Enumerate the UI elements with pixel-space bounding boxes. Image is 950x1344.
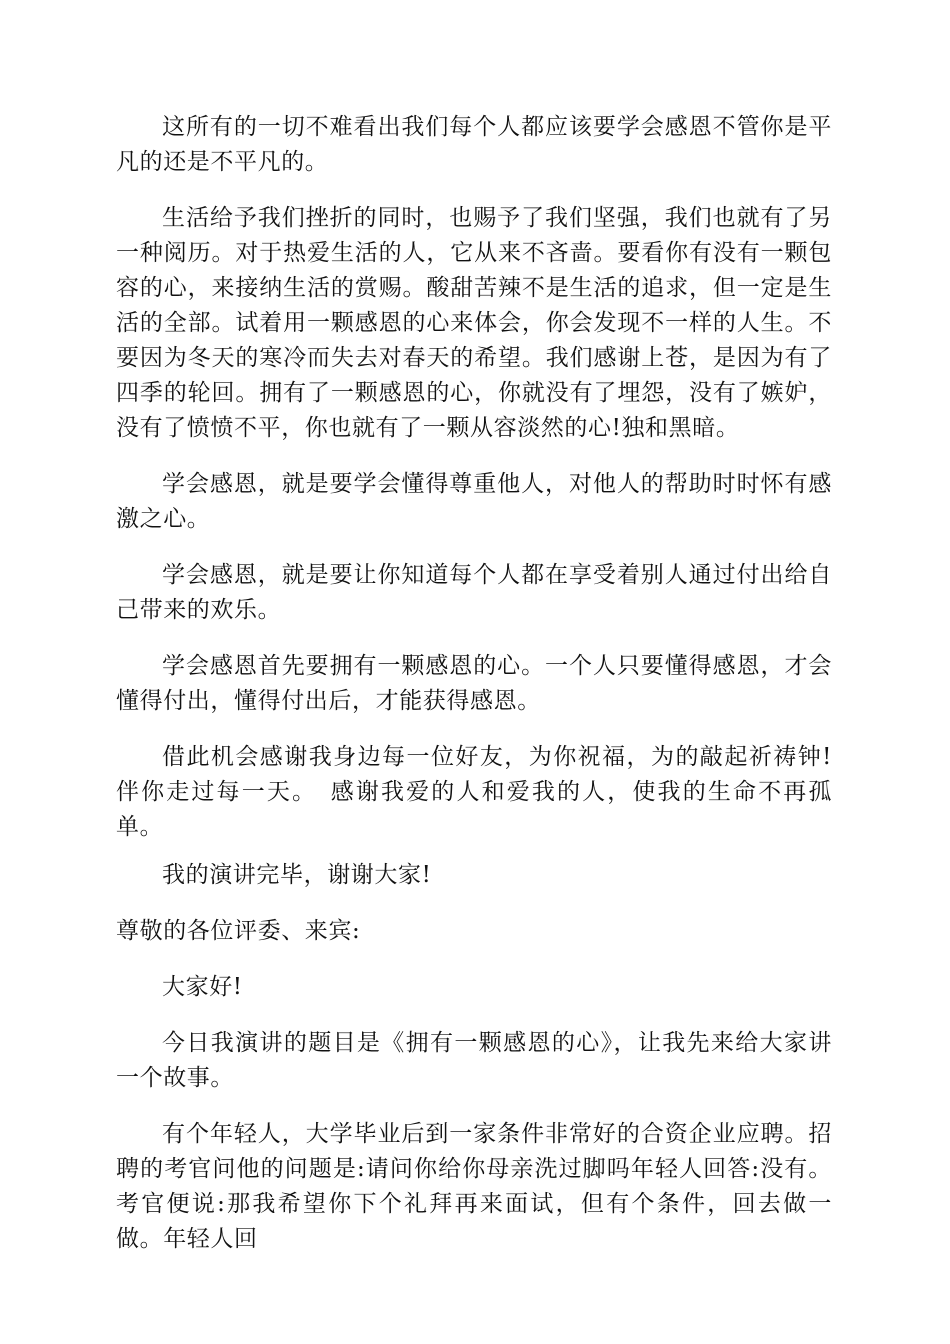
- paragraph-thanks-friends: 借此机会感谢我身边每一位好友，为你祝福，为的敲起祈祷钟!伴你走过每一天。 感谢我爱的人和爱我的人，使我的生命不再孤单。: [116, 744, 832, 840]
- paragraph-life-gifts: 生活给予我们挫折的同时，也赐予了我们坚强，我们也就有了另一种阅历。对于热爱生活的人，它从来不吝啬。要看你有没有一颗包容的心，来接纳生活的赏赐。酸甜苦辣不是生活的追求，但一定是生活的全部。试着用一颗感恩的心来体会，你会发现不一样的人生。不要因为冬天的寒冷而失去对春天的希望。我们感谢上苍，是因为有了四季的轮回。拥有了一颗感恩的心，你就没有了埋怨，没有了嫉妒，没有了愤愤不平，你也就有了一颗从容淡然的心!独和黑暗。: [116, 205, 832, 441]
- paragraph-grateful-heart: 学会感恩首先要拥有一颗感恩的心。一个人只要懂得感恩，才会懂得付出，懂得付出后，才能获得感恩。: [116, 653, 832, 714]
- document-body: [116, 110, 832, 1278]
- paragraph-enjoy-others-effort: 学会感恩，就是要让你知道每个人都在享受着别人通过付出给自己带来的欢乐。: [116, 562, 832, 623]
- paragraph-speech-end: 我的演讲完毕，谢谢大家!: [162, 862, 432, 888]
- paragraph-speech-topic: 今日我演讲的题目是《拥有一颗感恩的心》，让我先来给大家讲一个故事。: [116, 1030, 832, 1091]
- paragraph-greeting: 大家好!: [162, 974, 243, 1000]
- paragraph-gratitude-summary: 这所有的一切不难看出我们每个人都应该要学会感恩不管你是平凡的还是不平凡的。: [116, 114, 832, 175]
- paragraph-story: 有个年轻人，大学毕业后到一家条件非常好的合资企业应聘。招聘的考官问他的问题是:请问你给你母亲洗过脚吗年轻人回答:没有。考官便说:那我希望你下个礼拜再来面试，但有个条件，回去做一做。年轻人回: [116, 1121, 832, 1252]
- paragraph-respect-others: 学会感恩，就是要学会懂得尊重他人，对他人的帮助时时怀有感激之心。: [116, 471, 832, 532]
- paragraph-salutation: 尊敬的各位评委、来宾:: [116, 918, 361, 944]
